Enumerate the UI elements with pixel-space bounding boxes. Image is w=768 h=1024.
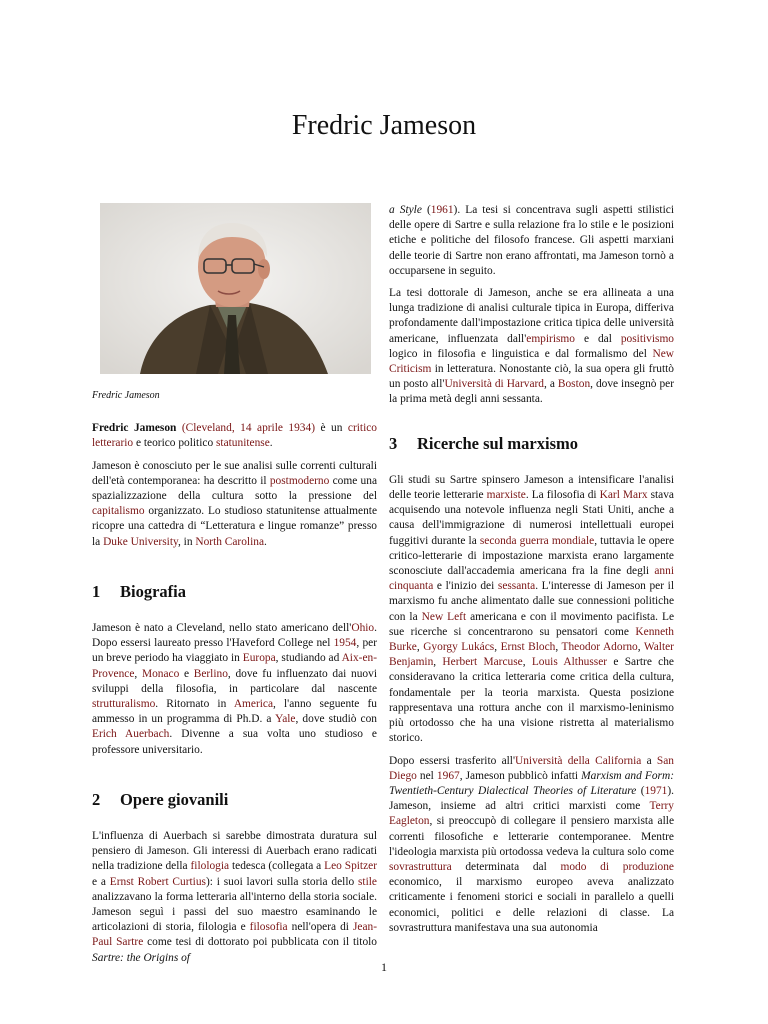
text-run: , [555,641,562,654]
text-run: , Jameson pubblicò infatti [459,769,582,782]
text-run: . Dopo essersi laureato presso l'Haveford College nel [92,622,377,650]
wiki-link[interactable]: stile [358,875,377,888]
wiki-link[interactable]: New Criticism [389,347,674,376]
wiki-link[interactable]: marxiste [486,489,526,502]
wiki-link[interactable]: America [233,698,274,711]
wiki-link[interactable]: postmoderno [269,474,330,487]
wiki-link[interactable]: Ernst Robert Curtius [109,875,206,888]
text-run: americana e con il movimento pacifista. Le sue ricerche si concentrarono su pensatori come [389,610,674,638]
text-run: , studiando ad [275,652,342,665]
text-run: determinata dal [451,860,561,873]
wiki-link[interactable]: (Cleveland, 14 aprile 1934) [181,422,315,435]
text-run: e Sartre che consideravano la critica letteraria come critica della cultura, fondamentale per la teoria marxista. Questa posizione rappresentava una rottura anche con il marxismo-leninismo più ortodosso che ha una visione ristretta al materialismo storico. [389,656,674,745]
wiki-link[interactable]: Ohio [351,622,375,635]
text-run: nel [416,769,437,782]
text-run: . L'interesse di Jameson per il marxismo fu anche alimentato dalle sue connessioni politiche con la [389,580,674,623]
text-run: come una spazializzazione della cultura sotto la pressione del [92,474,377,503]
wiki-link[interactable]: Gyorgy Lukács [423,641,495,654]
text-run: , [637,641,644,654]
wiki-link[interactable]: Terry Eagleton [389,800,674,828]
text-run: , si preoccupò di collegare il pensiero marxista alle correnti filosofiche e letterarie contemporanee. Mentre l'ideologia marxista più ortodossa vedeva la cultura solo come [389,815,674,858]
text-run: a [641,754,657,767]
text-run: ( [421,204,431,216]
wiki-link[interactable]: capitalismo [92,505,145,518]
wiki-link[interactable]: positivismo [620,332,674,345]
wiki-link[interactable]: critico letterario [92,422,377,450]
italic-text: Marxism and Form: Twentieth-Century Dialectical Theories of Literature [389,769,674,797]
text-run: , in [177,535,196,548]
wiki-link[interactable]: Boston [557,378,591,391]
text-run: , l'anno seguente fu ammesso in un programma di Ph.D. a [92,698,377,726]
tesi-paragraph [389,286,674,408]
text-run: stava acquisendo una notevole influenza negli Stati Uniti, anche a causa dell'immigrazione di numerosi intellettuali europei fuggitivi durante la [389,489,674,547]
section-heading-biografia [92,581,377,601]
text-run: L'influenza di Auerbach si sarebbe dimostrata duratura sul pensiero di Jameson. Gli interessi di Auerbach erano radicati nella tradizione della [92,830,377,873]
text-run: , dove insegnò per la prima metà degli anni sessanta. [389,378,675,406]
text-run: economico, il marxismo europeo aveva analizzato criticamente i fenomeni storici e sociali in parallelo a quelli economici, politici e delle relazioni di classe. La sovrastruttura manifestava una sua autonomia [389,876,674,934]
bold-text: Fredric Jameson [92,422,177,435]
text-run: La tesi dottorale di Jameson, anche se era allineata a una lunga tradizione di analisi culturale tipica in Europa, differiva profondamente dall'impostazione critica tipica delle università americane, influenzata dall' [389,287,674,345]
continuation-paragraph [389,203,674,279]
wiki-link[interactable]: anni cinquanta [389,565,674,593]
text-run: e dal [575,332,621,345]
text-run: ). La tesi si concentrava sugli aspetti stilistici delle opere di Sartre e sulla relazione fra lo stile e le posizioni etiche e politiche del filosofo francese. Gli aspetti marxiani delle teorie di Sartre non erano affrontati, ma Jameson tornò a occuparsene in seguito. [389,204,674,277]
section-number: 2 [92,789,101,809]
text-run: è un [315,422,348,435]
text-run: e teorico politico [133,437,216,450]
text-run: , per un breve periodo ha viaggiato in [92,637,377,665]
text-run: e a [92,875,110,888]
wiki-link[interactable]: 1971 [644,784,668,797]
wiki-link[interactable]: Università della California [515,754,642,767]
wiki-link[interactable]: sessanta [497,580,536,593]
text-run: , [134,667,142,680]
wiki-link[interactable]: Berlino [193,667,228,680]
wiki-link[interactable]: Leo Spitzer [324,860,378,873]
text-run: e [179,667,194,680]
right-column [389,203,674,943]
section-number: 1 [92,581,101,601]
section-number: 3 [389,433,398,453]
section-title: Biografia [120,581,186,601]
wiki-link[interactable]: San Diego [389,754,674,782]
biografia-paragraph [92,621,377,758]
wiki-link[interactable]: modo di produzione [560,860,674,873]
wiki-link[interactable]: Aix-en-Provence [92,652,377,680]
wiki-link[interactable]: Kenneth Burke [389,625,674,654]
california-paragraph [389,754,674,936]
wiki-link[interactable]: sovrastruttura [389,860,452,873]
text-run: , [494,641,501,654]
text-run: . La filosofia di [525,489,600,502]
page-number: 1 [381,960,387,974]
text-run: , tuttavia le opere critico-letterarie di impostazione marxista erano largamente sconosciute dall'accademia americana fra la fine degli [389,534,675,578]
wiki-link[interactable]: Erich Auerbach [92,728,170,741]
portrait-illustration [100,203,371,374]
text-run: Dopo essersi trasferito all' [389,754,516,767]
wiki-link[interactable]: Europa [242,652,276,665]
text-run: . Ritornato in [155,698,234,711]
section-heading-opere-giovanili [92,789,377,809]
text-run: in letteratura. Nonostante ciò, la sua opera gli fruttò un posto all' [389,363,674,391]
intro-paragraph [92,421,377,451]
wiki-link[interactable]: filosofia [249,921,288,934]
text-run: , dove fu influenzato dai nuovi sviluppi della filosofia, in particolare dal nascente [92,667,377,695]
wiki-link[interactable]: Karl Marx [599,489,648,502]
text-run: nell'opera di [287,921,353,934]
text-run: logico in filosofia e linguistica e dal formalismo del [389,347,653,360]
wiki-link[interactable]: Yale [275,713,296,726]
wiki-link[interactable]: 1967 [436,769,460,782]
wiki-link[interactable]: Louis Althusser [531,656,608,669]
wiki-link[interactable]: strutturalismo [92,698,156,711]
text-run: . Divenne a sua volta uno studioso e professore universitario. [92,728,377,756]
wiki-link[interactable]: Jean-Paul Sartre [92,921,377,949]
text-run: come tesi di dottorato poi pubblicata con il titolo [143,936,378,949]
text-run: Gli studi su Sartre spinsero Jameson a intensificare l'analisi delle teorie letterarie [389,473,674,502]
page-title: Fredric Jameson [291,110,477,141]
text-run: ( [636,784,645,797]
wiki-link[interactable]: Università di Harvard [444,378,545,391]
text-run: , [522,656,532,669]
text-run: , a [544,378,558,391]
section-heading-ricerche [389,433,674,453]
italic-text: a Style [389,204,422,216]
text-run: , [416,641,424,654]
wiki-link[interactable]: Ernst Bloch [500,641,556,654]
wiki-link[interactable]: Duke University [103,535,178,548]
text-run: tedesca (collegata a [229,860,325,873]
text-run: e l'inizio dei [433,580,498,593]
section-title: Opere giovanili [120,789,229,809]
wiki-link[interactable]: 1954 [333,637,357,650]
text-run: Jameson è conosciuto per le sue analisi sulle correnti culturali dell'età contemporanea: ha descritto il [92,459,377,487]
wiki-link[interactable]: filologia [190,860,230,873]
section-title: Ricerche sul marxismo [417,433,578,453]
wiki-link[interactable]: New Left [421,610,467,623]
wiki-link[interactable]: North Carolina [195,535,265,548]
text-run: . [269,437,273,450]
text-run: , [433,656,443,669]
wiki-link[interactable]: seconda guerra mondiale [479,534,595,547]
text-run: organizzato. Lo studioso statunitense attualmente ricopre una cattedra di “Letteratura e lingue romanze” presso la [92,505,377,548]
overview-paragraph [92,459,377,550]
wiki-link[interactable]: Theodor Adorno [561,641,638,654]
opere-paragraph [92,829,377,966]
text-run: , dove studiò con [295,713,378,726]
wiki-link[interactable]: empirismo [526,332,575,345]
text-run: analizzavano la forma letteraria all'interno della storia sociale. Jameson seguì i passi del suo maestro esaminando le articolazioni di storia, filologia e [92,890,377,934]
photo-caption: Fredric Jameson [92,390,160,401]
text-run: ). Jameson, insieme ad altri critici marxisti come [389,784,674,813]
text-run: . [264,535,267,548]
wiki-link[interactable]: Monaco [141,667,180,680]
italic-text: Sartre: the Origins of [92,951,190,964]
wiki-link[interactable]: Walter Benjamin [389,641,674,669]
left-column [92,203,377,973]
ricerche-paragraph [389,473,674,747]
wiki-link[interactable]: Herbert Marcuse [442,656,523,669]
wiki-link[interactable]: statunitense [215,437,270,450]
portrait-photo [100,203,371,374]
text-run: ): i suoi lavori sulla storia dello [205,875,358,888]
wiki-link[interactable]: 1961 [430,204,454,216]
text-run: Jameson è nato a Cleveland, nello stato americano dell' [92,622,352,635]
